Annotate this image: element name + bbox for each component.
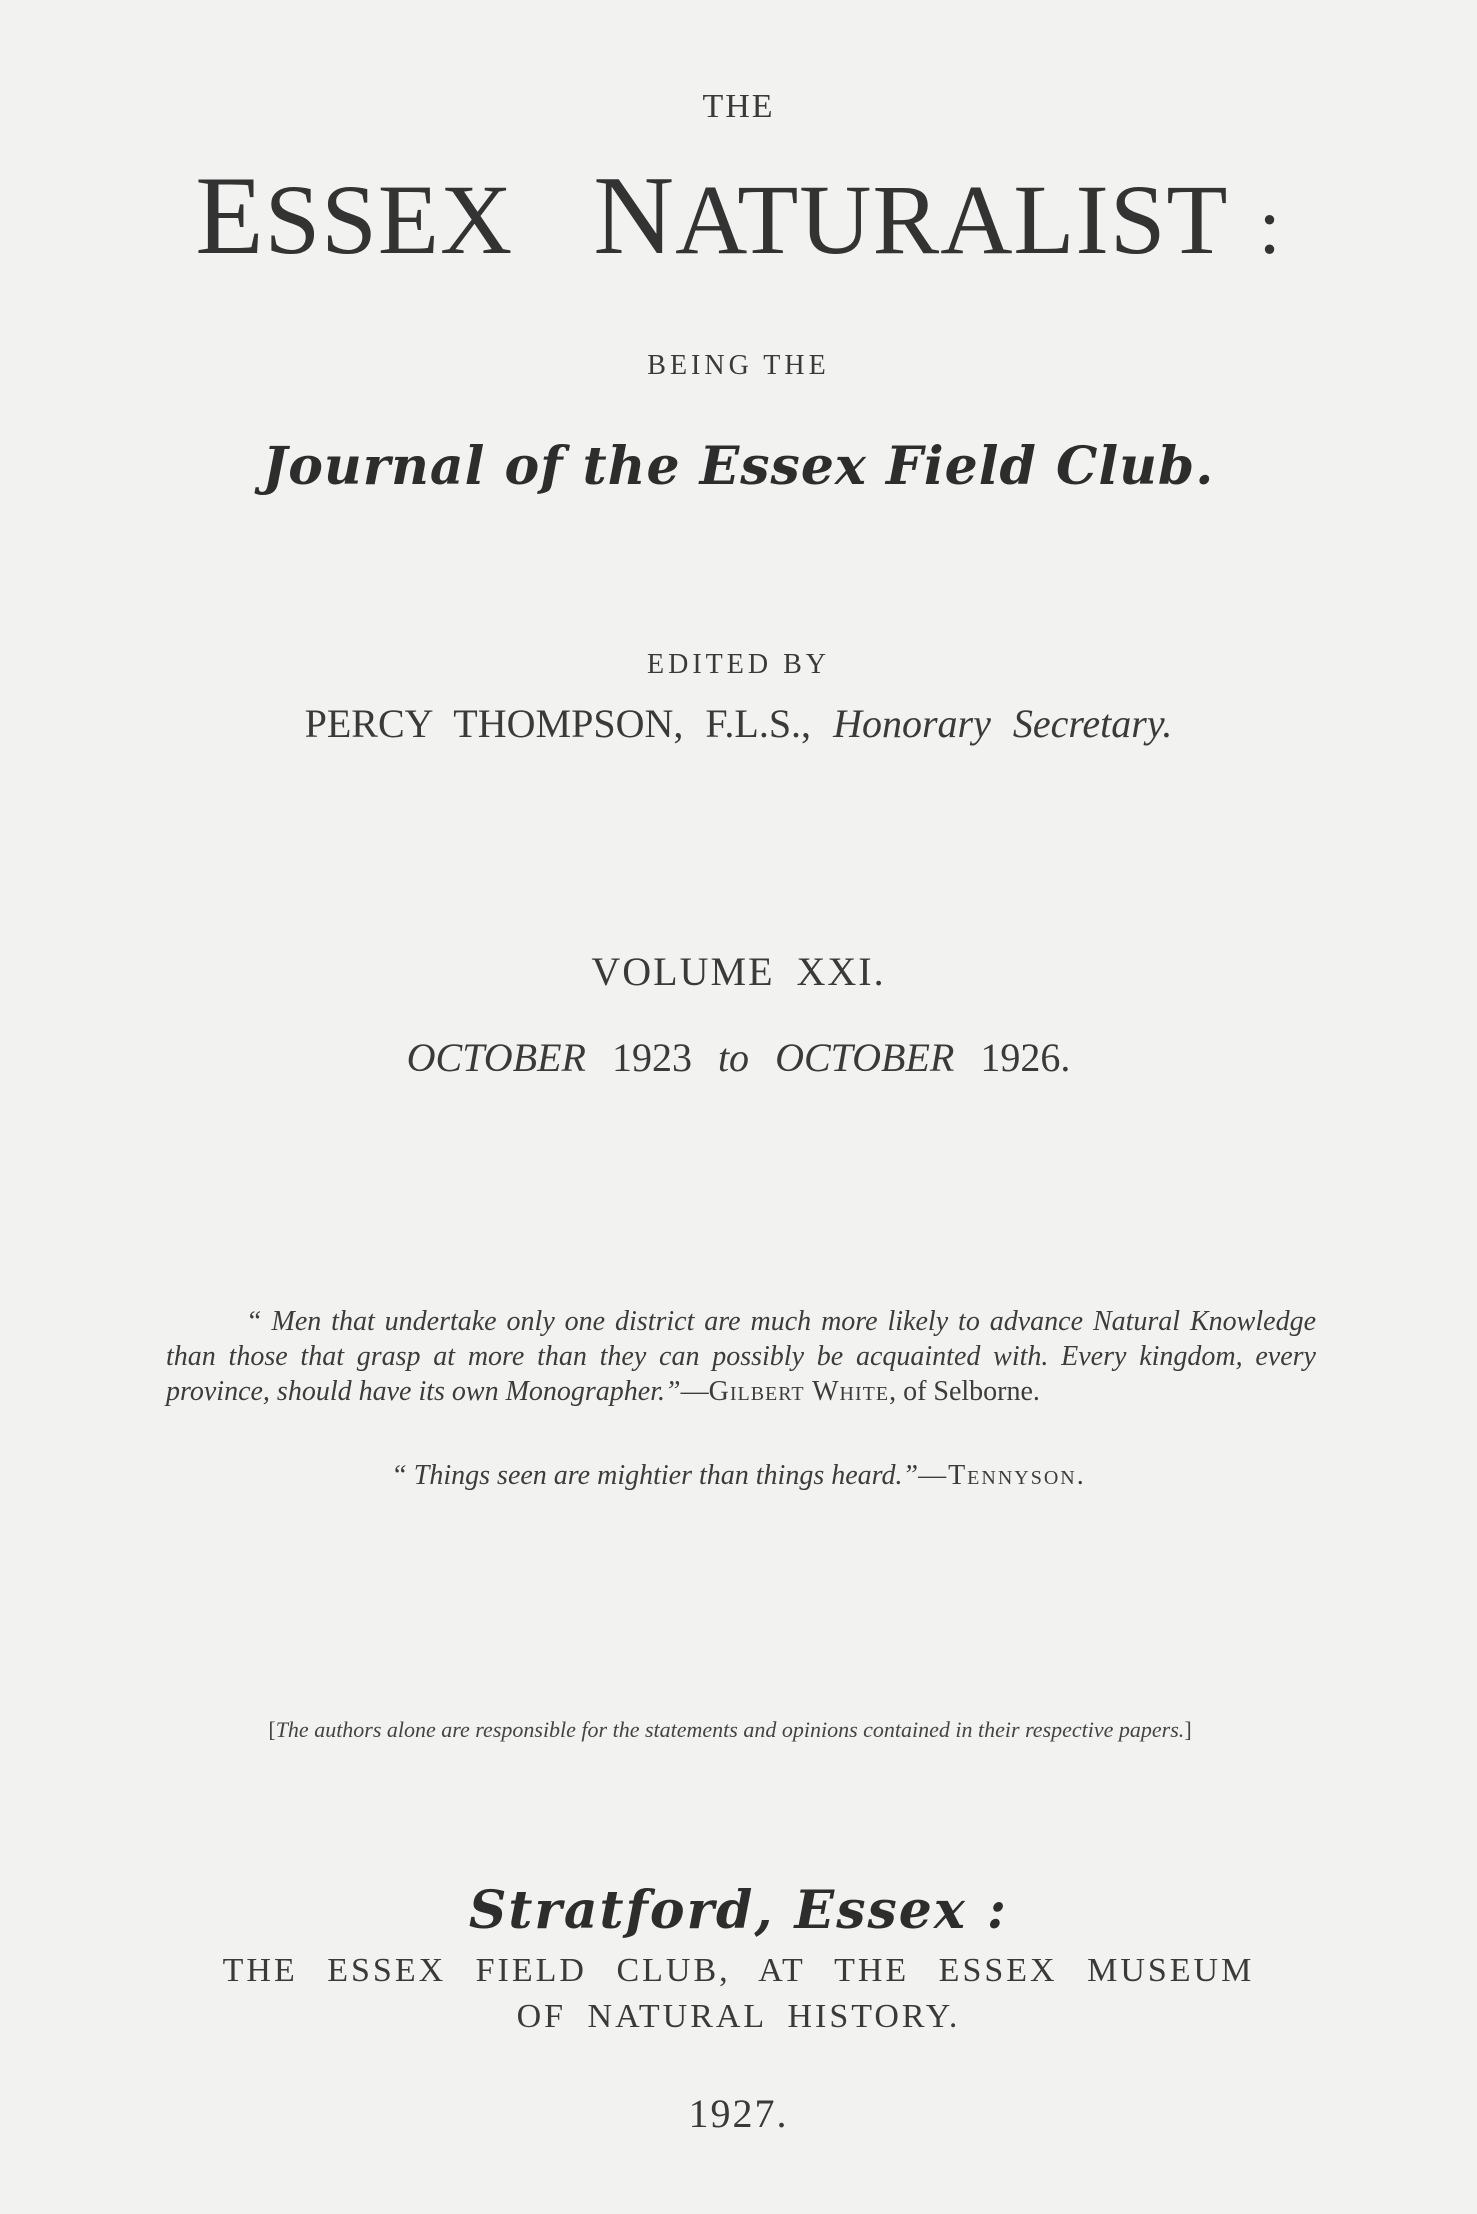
epigraph-white-text: “ Men that undertake only one district are much more likely to advance Natural Knowledge than those that grasp at more than they can possibly be acquainted with. Every kingdom, every province, should have its own Monographer.” (166, 1306, 1316, 1407)
journal-subtitle: Journal of the Essex Field Club. (262, 436, 1215, 497)
publication-year: 1927. (688, 2091, 789, 2136)
editor-name: PERCY THOMPSON, F.L.S., (304, 701, 812, 746)
epigraph-white-author: Gilbert White (708, 1376, 890, 1407)
disclaimer-close-bracket: ] (1184, 1717, 1192, 1742)
title-initial-n: N (593, 154, 676, 278)
epigraph-tennyson (0, 1460, 1477, 1492)
being-the-label: BEING THE (647, 350, 830, 381)
end-month: OCTOBER (775, 1035, 955, 1080)
title-initial-e: E (195, 154, 265, 278)
volume-label: VOLUME XXI. (591, 949, 886, 994)
title-word-essex (195, 154, 514, 278)
title-rest-ssex: SSEX (264, 164, 514, 275)
epigraph-white-dash: — (680, 1376, 709, 1407)
editor-line (0, 700, 1477, 747)
start-month: OCTOBER (406, 1035, 586, 1080)
epigraph-tennyson-author: Tennyson. (948, 1460, 1086, 1491)
end-year: 1926. (980, 1035, 1071, 1080)
volume-dates (0, 1034, 1477, 1081)
editor-role: Honorary Secretary. (833, 701, 1173, 746)
title-word-naturalist (593, 154, 1229, 278)
disclaimer-open-bracket: [ (268, 1717, 276, 1742)
publisher-line-1: THE ESSEX FIELD CLUB, AT THE ESSEX MUSEUM (222, 1952, 1255, 1989)
edited-by-label: EDITED BY (647, 649, 830, 680)
epigraph-tennyson-dash: — (918, 1460, 949, 1491)
imprint-place: Stratford, Essex : (468, 1880, 1009, 1941)
disclaimer-text: The authors alone are responsible for the statements and opinions contained in their respective papers. (275, 1717, 1185, 1742)
to-word: to (717, 1035, 750, 1080)
publisher-line-2: OF NATURAL HISTORY. (516, 1998, 961, 2035)
title-colon: : (1258, 183, 1282, 271)
epigraph-tennyson-text: “ Things seen are mightier than things heard.” (391, 1460, 919, 1491)
epigraph-white-place: , of Selborne. (889, 1376, 1040, 1407)
journal-title (0, 152, 1477, 281)
epigraph-white (166, 1304, 1316, 1409)
start-year: 1923 (611, 1035, 692, 1080)
the-heading: THE (702, 88, 775, 125)
disclaimer-note (200, 1716, 1260, 1743)
title-rest-aturalist: ATURALIST (675, 164, 1229, 275)
